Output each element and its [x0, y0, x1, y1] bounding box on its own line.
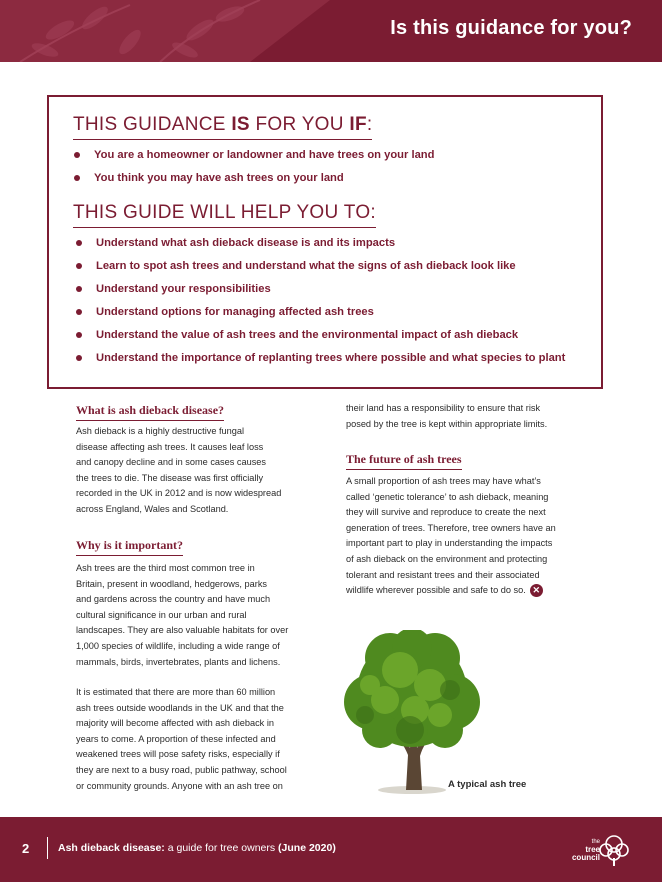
list-item: You think you may have ash trees on your land — [94, 171, 434, 194]
section-heading-what: What is ash dieback disease? — [76, 403, 224, 421]
tree-council-logo — [570, 832, 630, 870]
ash-tree-illustration — [340, 630, 490, 795]
help-list — [96, 236, 565, 374]
guidance-heading: THIS GUIDANCE IS FOR YOU IF: — [73, 114, 372, 140]
leaf-pattern-decoration — [0, 0, 330, 62]
list-item: You are a homeowner or landowner and have trees on your land — [94, 148, 434, 171]
footer-divider — [47, 837, 48, 859]
paragraph-what: Ash dieback is a highly destructive fungal disease affecting ash trees. It causes leaf loss and canopy decline and in some cases causes the trees to die. The disease was first officially recorded in the UK in 2012 and is now widespread across England, Wales and Scotland. — [76, 426, 282, 514]
list-item: Understand the value of ash trees and the environmental impact of ash dieback — [96, 328, 565, 351]
footer-title: Ash dieback disease: a guide for tree owners (June 2020) — [58, 842, 336, 854]
list-item: Understand what ash dieback disease is and its impacts — [96, 236, 565, 259]
tree-logo-icon — [598, 832, 630, 868]
section-heading-why: Why is it important? — [76, 538, 183, 556]
page-header — [0, 0, 662, 62]
end-mark-icon: ✕ — [530, 584, 543, 597]
page-footer — [0, 817, 662, 882]
paragraph-why-2: It is estimated that there are more than 60 million ash trees outside woodlands in the UK and that the majority will become affected with ash dieback in years to come. A proportion of these infected and weakened trees will pose safety risks, especially if they are next to a busy road, public pathway, school or community grounds. Anyone with an ash tree on — [76, 687, 287, 791]
guidance-box — [47, 95, 603, 389]
list-item: Understand the importance of replanting trees where possible and what species to plant — [96, 351, 565, 374]
help-heading: THIS GUIDE WILL HELP YOU TO: — [73, 202, 376, 228]
section-heading-future: The future of ash trees — [346, 452, 462, 470]
page-number: 2 — [22, 841, 30, 856]
page-heading: Is this guidance for you? — [390, 17, 632, 39]
list-item: Learn to spot ash trees and understand what the signs of ash dieback look like — [96, 259, 565, 282]
paragraph-future: A small proportion of ash trees may have what’s called ‘genetic tolerance’ to ash dieback, meaning they will survive and reproduce to create the next generation of trees. Therefore, tree owners have an important part to play in understanding the impacts of ash dieback on the environment and protecting tolerant and resistant trees and their associated wildlife wherever possible and safe to do so. ✕ — [346, 476, 556, 596]
guidance-list — [94, 148, 434, 194]
list-item: Understand options for managing affected ash trees — [96, 305, 565, 328]
logo-wordmark: the tree council — [571, 839, 600, 862]
list-item: Understand your responsibilities — [96, 282, 565, 305]
paragraph-why-1: Ash trees are the third most common tree in Britain, present in woodland, hedgerows, parks and gardens across the country and have much cultural significance in our urban and rural landscapes. They are also valuable habitats for over 1,000 species of wildlife, including a wide range of mammals, birds, invertebrates, plants and lichens. — [76, 563, 289, 667]
figure-caption: A typical ash tree — [448, 779, 527, 790]
paragraph-why-continued: their land has a responsibility to ensure that risk posed by the tree is kept within appropriate limits. — [346, 403, 548, 429]
